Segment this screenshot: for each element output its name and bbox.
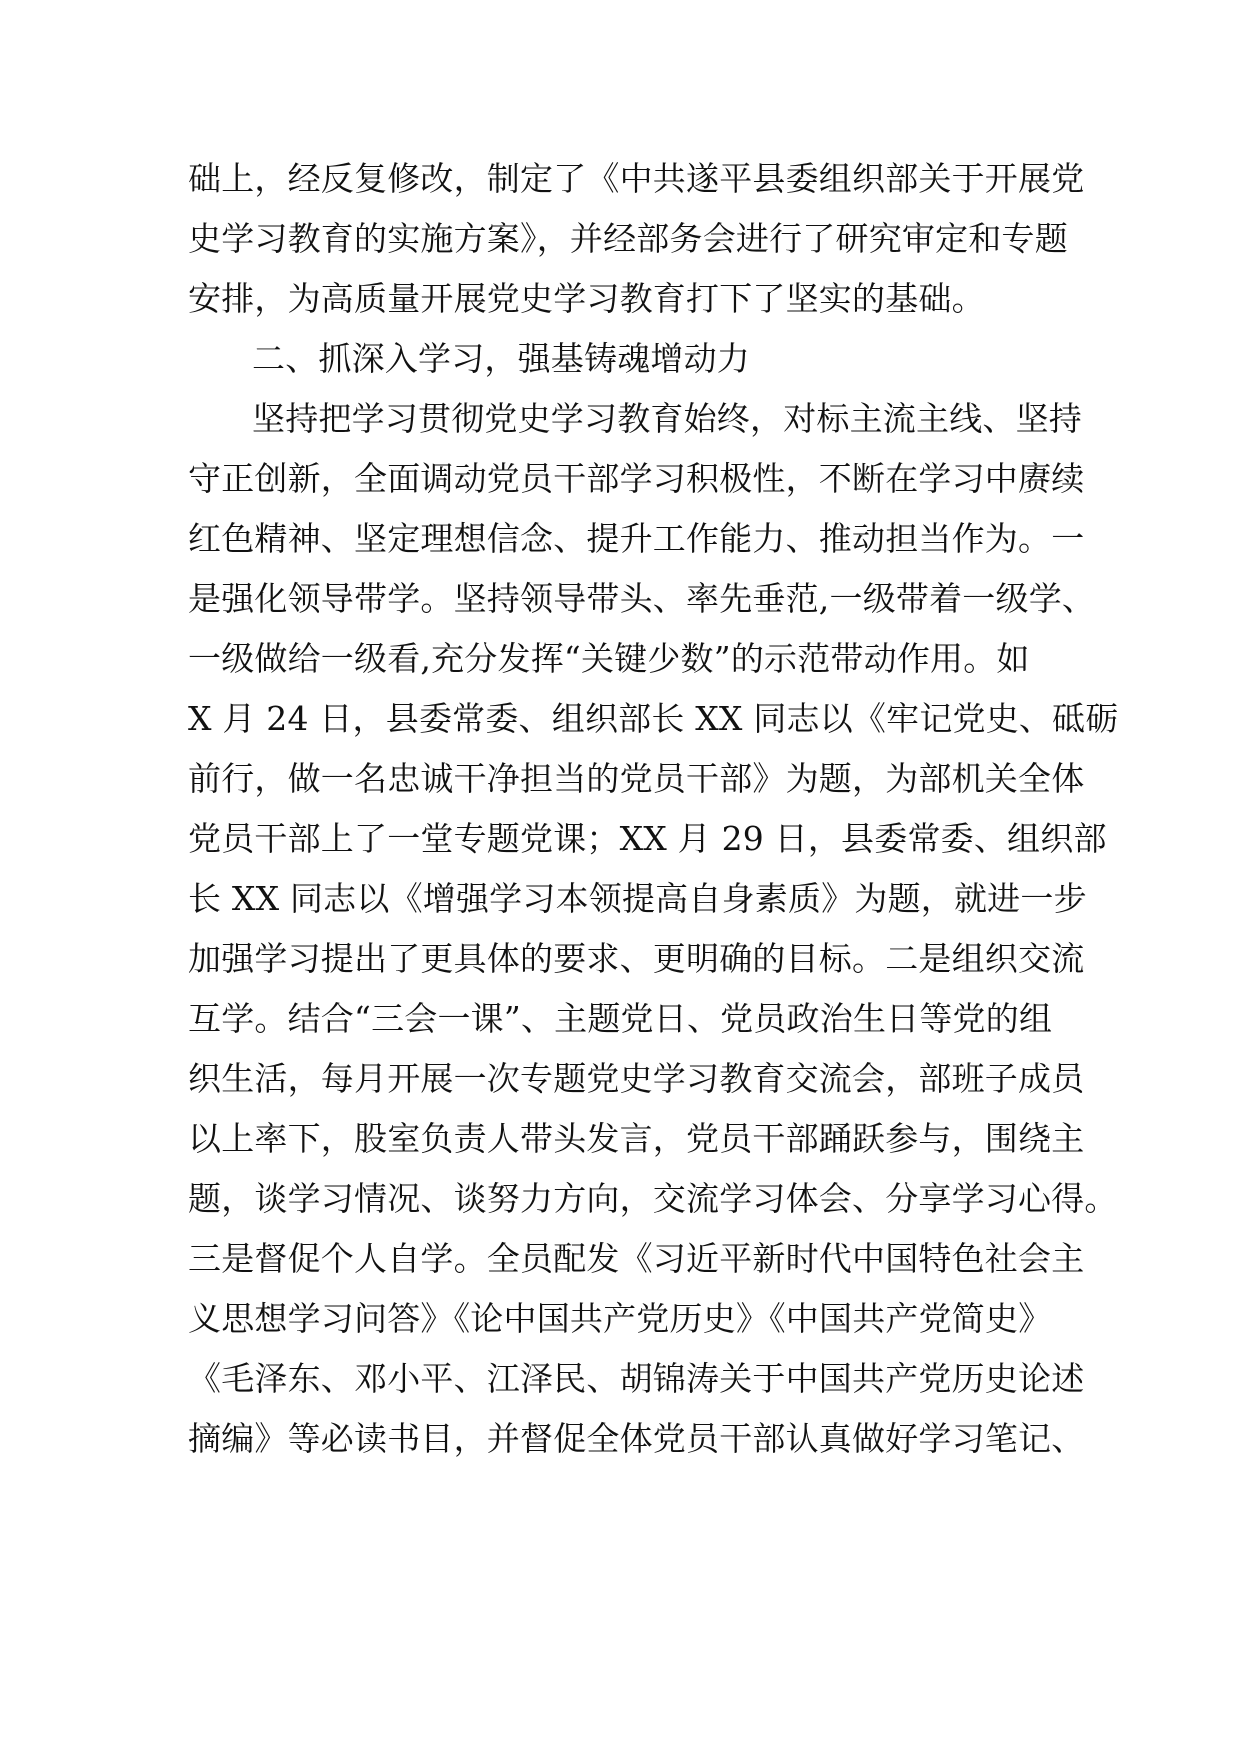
body-text-line: 互学。结合“三会一课”、主题党日、党员政治生日等党的组 xyxy=(188,999,1053,1038)
body-text-line: 义思想学习问答》《论中国共产党历史》《中国共产党简史》 xyxy=(188,1299,1052,1338)
body-text-line: 守正创新，全面调动党员干部学习积极性，不断在学习中赓续 xyxy=(188,459,1085,498)
body-text-line: 题，谈学习情况、谈努力方向，交流学习体会、分享学习心得。 xyxy=(188,1179,1118,1218)
body-text-line: 党员干部上了一堂专题党课；XX 月 29 日，县委常委、组织部 xyxy=(188,819,1107,858)
body-text-line: 加强学习提出了更具体的要求、更明确的目标。二是组织交流 xyxy=(188,939,1085,978)
body-text-line: 安排，为高质量开展党史学习教育打下了坚实的基础。 xyxy=(188,279,985,318)
body-text-line: 红色精神、坚定理想信念、提升工作能力、推动担当作为。一 xyxy=(188,519,1085,558)
body-text-line: 长 XX 同志以《增强学习本领提高自身素质》为题，就进一步 xyxy=(188,879,1087,918)
body-text-line: 摘编》等必读书目，并督促全体党员干部认真做好学习笔记、 xyxy=(188,1419,1085,1458)
body-text-line: 史学习教育的实施方案》，并经部务会进行了研究审定和专题 xyxy=(188,219,1068,258)
body-text-line: 是强化领导带学。坚持领导带头、率先垂范,一级带着一级学、 xyxy=(188,579,1096,618)
body-text-line: 一级做给一级看,充分发挥“关键少数”的示范带动作用。如 xyxy=(188,639,1030,678)
body-text-line: 础上，经反复修改，制定了《中共遂平县委组织部关于开展党 xyxy=(188,159,1085,198)
body-text-line: 坚持把学习贯彻党史学习教育始终，对标主流主线、坚持 xyxy=(252,399,1082,438)
body-text-line: 织生活，每月开展一次专题党史学习教育交流会，部班子成员 xyxy=(188,1059,1085,1098)
body-text-line: X 月 24 日，县委常委、组织部长 XX 同志以《牢记党史、砥砺 xyxy=(188,699,1119,738)
body-text-line: 《毛泽东、邓小平、江泽民、胡锦涛关于中国共产党历史论述 xyxy=(188,1359,1085,1398)
body-text-line: 三是督促个人自学。全员配发《习近平新时代中国特色社会主 xyxy=(188,1239,1085,1278)
body-text-line: 以上率下，股室负责人带头发言，党员干部踊跃参与，围绕主 xyxy=(188,1119,1085,1158)
body-text-line: 前行，做一名忠诚干净担当的党员干部》为题，为部机关全体 xyxy=(188,759,1085,798)
section-heading: 二、抓深入学习，强基铸魂增动力 xyxy=(252,339,750,378)
